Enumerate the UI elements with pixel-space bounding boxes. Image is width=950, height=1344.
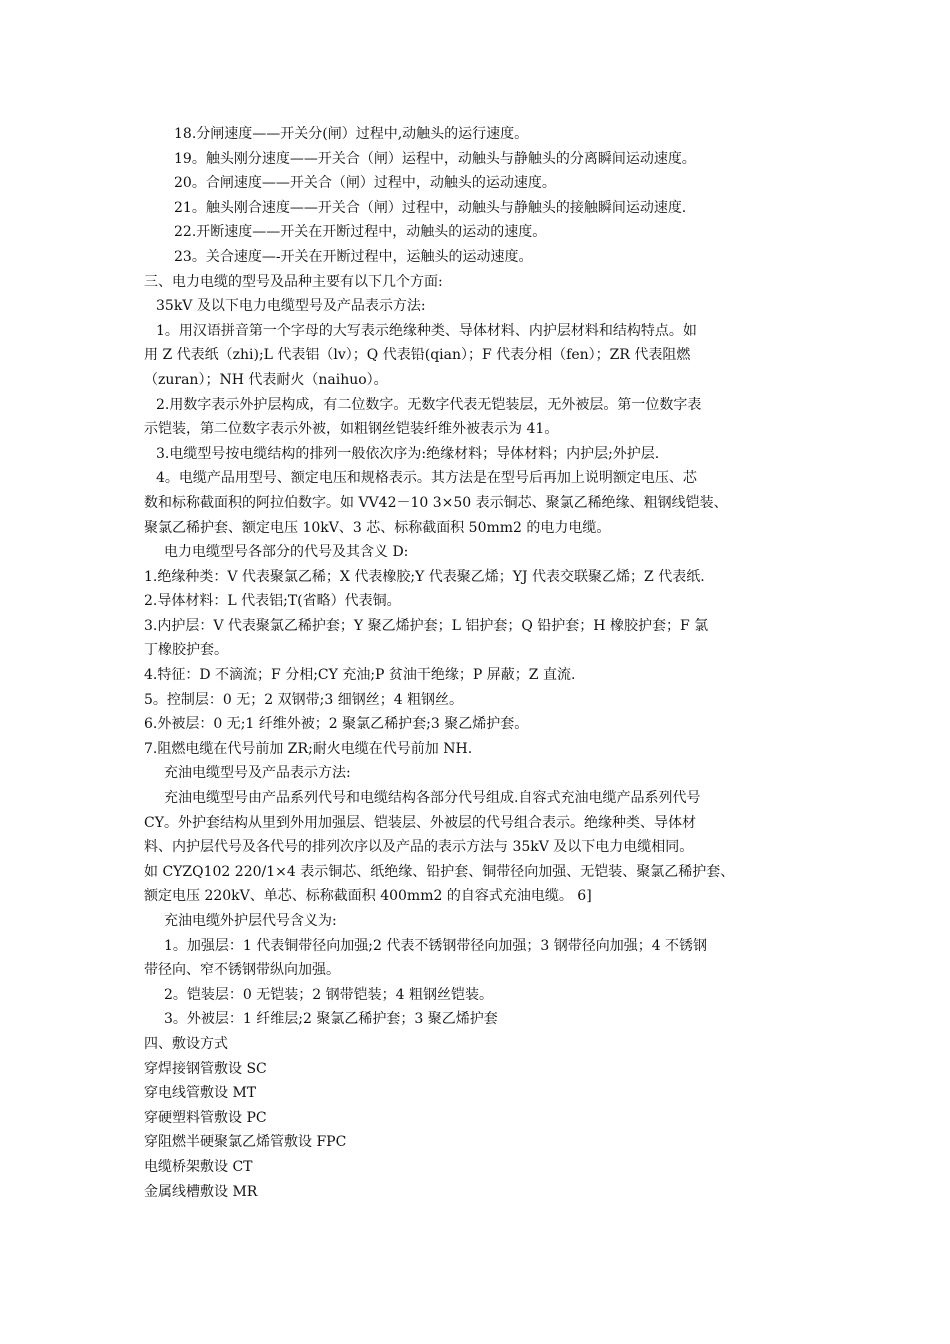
text-line: 金属线槽敷设 MR [144,1183,258,1200]
text-line: 2。铠装层：0 无铠装；2 钢带铠装；4 粗钢丝铠装。 [164,986,493,1003]
text-line: 穿硬塑料管敷设 PC [144,1109,267,1126]
text-line: 三、电力电缆的型号及品种主要有以下几个方面: [144,273,443,290]
text-line: 22.开断速度——开关在开断过程中，动触头的运动的速度。 [174,224,547,241]
text-line: 35kV 及以下电力电缆型号及产品表示方法: [156,298,426,315]
text-line: 料、内护层代号及各代号的排列次序以及产品的表示方法与 35kV 及以下电力电缆相同。 [144,839,694,856]
text-line: 4.特征：D 不滴流；F 分相;CY 充油;P 贫油干绝缘；P 屏蔽；Z 直流. [144,667,576,684]
text-line: 20。合闸速度——开关合（闸）过程中，动触头的运动速度。 [174,175,556,192]
text-line: 电缆桥架敷设 CT [144,1158,253,1175]
text-line: 额定电压 220kV、单芯、标称截面积 400mm2 的自容式充油电缆。 6] [144,888,592,905]
text-line: 19。触头刚分速度——开关合（闸）运程中，动触头与静触头的分离瞬间运动速度。 [174,150,696,167]
text-line: 充油电缆外护层代号含义为: [164,913,337,929]
text-line: 5。控制层：0 无；2 双钢带;3 细钢丝；4 粗钢丝。 [144,691,464,708]
text-line: 1。用汉语拼音第一个字母的大写表示绝缘种类、导体材料、内护层材料和结构特点。如 [156,322,697,339]
text-line: CY。外护套结构从里到外用加强层、铠装层、外被层的代号组合表示。绝缘种类、导体材 [144,814,696,831]
text-line: 聚氯乙稀护套、额定电压 10kV、3 芯、标称截面积 50mm2 的电力电缆。 [144,519,611,536]
text-line: 穿阻燃半硬聚氯乙烯管敷设 FPC [144,1134,347,1151]
text-line: 23。关合速度—-开关在开断过程中，运触头的运动速度。 [174,248,533,265]
text-line: 7.阻燃电缆在代号前加 ZR;耐火电缆在代号前加 NH. [144,740,473,757]
text-line: 3。外被层：1 纤维层;2 聚氯乙稀护套；3 聚乙烯护套 [164,1011,498,1028]
text-line: 3.内护层：V 代表聚氯乙稀护套；Y 聚乙烯护套；L 铝护套；Q 铅护套；H 橡胶护套；F 氯 [144,617,709,634]
document-body [144,122,824,1204]
text-line: 3.电缆型号按电缆结构的排列一般依次序为:绝缘材料；导体材料；内护层;外护层. [156,445,660,462]
text-line: 21。触头刚合速度——开关合（闸）过程中，动触头与静触头的接触瞬间运动速度. [174,199,687,216]
text-line: 2.导体材料：L 代表铝;T(省略）代表铜。 [144,593,401,610]
text-line: 1。加强层：1 代表铜带径向加强;2 代表不锈钢带径向加强；3 钢带径向加强；4 不锈钢 [164,937,708,954]
text-line: 2.用数字表示外护层构成，有二位数字。无数字代表无铠装层，无外被层。第一位数字表 [156,396,702,413]
text-line: 示铠装，第二位数字表示外被，如粗钢丝铠装纤维外被表示为 41。 [144,421,559,438]
text-line: 6.外被层：0 无;1 纤维外被；2 聚氯乙稀护套;3 聚乙烯护套。 [144,716,529,733]
text-line: 充油电缆型号及产品表示方法: [164,765,351,782]
text-line: 1.绝缘种类：V 代表聚氯乙稀；X 代表橡胶;Y 代表聚乙烯；YJ 代表交联聚乙烯；Z 代表纸. [144,568,705,585]
text-line: 充油电缆型号由产品系列代号和电缆结构各部分代号组成.自容式充油电缆产品系列代号 [164,790,701,807]
text-line: （zuran）；NH 代表耐火（naihuo）。 [144,371,388,388]
text-line: 丁橡胶护套。 [144,642,228,659]
text-line: 如 CYZQ102 220/1×4 表示铜芯、纸绝缘、铅护套、铜带径向加强、无铠装、聚氯乙稀护套、 [144,863,735,880]
text-line: 穿焊接钢管敷设 SC [144,1060,267,1077]
text-line: 四、敷设方式 [144,1035,228,1052]
text-line: 穿电线管敷设 MT [144,1085,257,1102]
text-line: 4。电缆产品用型号、额定电压和规格表示。其方法是在型号后再加上说明额定电压、芯 [156,470,697,487]
text-line: 数和标称截面积的阿拉伯数字。如 VV42－10 3×50 表示铜芯、聚氯乙稀绝缘、粗钢线铠装、 [144,494,728,511]
text-line: 带径向、窄不锈钢带纵向加强。 [144,962,340,979]
text-line: 18.分闸速度——开关分(闸）过程中,动触头的运行速度。 [174,126,529,142]
text-line: 用 Z 代表纸（zhi);L 代表铝（lv）；Q 代表铅(qian）；F 代表分相（fen）；ZR 代表阻燃 [144,347,691,364]
text-line: 电力电缆型号各部分的代号及其含义 D: [164,544,409,561]
